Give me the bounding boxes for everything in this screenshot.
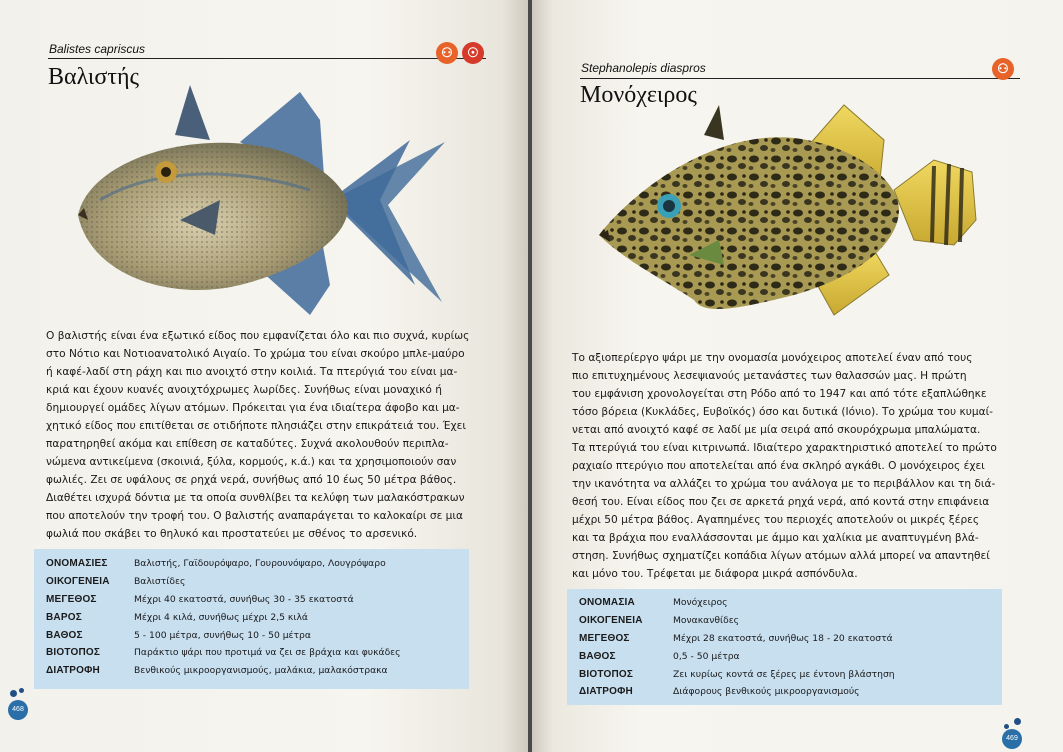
page-number: 469 xyxy=(1002,729,1022,749)
info-row xyxy=(46,608,401,626)
body-line: Διαθέτει ισχυρά δόντια με τα οποία συνθλίβει τα κελύφη των μαλακόστρακων xyxy=(46,492,465,504)
info-value: Μέχρι 4 κιλά, συνήθως μέχρι 2,5 κιλά xyxy=(134,611,308,623)
info-label: ΟΝΟΜΑΣΙΕΣ xyxy=(46,558,108,570)
right-page xyxy=(532,0,1063,752)
info-table xyxy=(579,594,895,701)
body-line: ή καφέ-λαδί στη ράχη και πιο ανοιχτό στην κοιλιά. Τα πτερύγιά του είναι μα- xyxy=(46,366,458,378)
info-value: 0,5 - 50 μέτρα xyxy=(673,650,740,662)
body-line: φωλιά που σκάβει το θηλυκό και προστατεύει με σθένος το αρσενικό. xyxy=(46,528,418,540)
info-label: ΟΙΚΟΓΕΝΕΙΑ xyxy=(46,576,110,588)
info-label: ΟΝΟΜΑΣΙΑ xyxy=(579,597,635,609)
info-row xyxy=(579,612,895,630)
info-value: Διάφορους βενθικούς μικροοργανισμούς xyxy=(673,686,860,698)
body-line: Ο βαλιστής είναι ένα εξωτικό είδος που εμφανίζεται όλο και πιο συχνά, κυρίως xyxy=(46,330,470,342)
info-value: Ζει κυρίως κοντά σε ξέρες με έντονη βλάστηση xyxy=(673,668,895,680)
info-value: Μονακανθίδες xyxy=(673,615,740,627)
spearfishing-icon: ☉ xyxy=(462,42,484,64)
info-value: Βαλιστής, Γαϊδουρόψαρο, Γουρουνόψαρο, Λουγρόψαρο xyxy=(134,558,386,570)
info-label: ΜΕΓΕΘΟΣ xyxy=(46,593,97,605)
body-line: κριά και έχουν κυανές ανοιχτόχρωμες λωρίδες. Συνήθως είναι μοναχικό ή xyxy=(46,384,442,396)
info-row xyxy=(579,630,895,648)
body-line: στηση. Συνήθως σχηματίζει κοπάδια λίγων ατόμων αλλά μπορεί να απαντηθεί xyxy=(572,550,990,562)
stephanolepis-fish-illustration xyxy=(594,100,994,330)
info-row xyxy=(46,662,401,680)
left-page xyxy=(0,0,528,752)
info-row xyxy=(579,594,895,612)
info-table xyxy=(46,555,401,680)
decor-dot xyxy=(1014,718,1021,725)
info-value: Μέχρι 28 εκατοστά, συνήθως 18 - 20 εκατοστά xyxy=(673,632,893,644)
body-line: φωλιές. Ζει σε υφάλους σε ρηχά νερά, συνήθως από 10 έως 50 μέτρα βάθος. xyxy=(46,474,457,486)
info-label: ΒΑΘΟΣ xyxy=(46,629,83,641)
info-label: ΒΙΟΤΟΠΟΣ xyxy=(579,668,634,680)
decor-dot xyxy=(1004,724,1009,729)
info-label: ΜΕΓΕΘΟΣ xyxy=(579,632,630,644)
info-value: Βενθικούς μικροοργανισμούς, μαλάκια, μαλακόστρακα xyxy=(134,665,388,677)
info-label: ΒΙΟΤΟΠΟΣ xyxy=(46,647,101,659)
header-rule xyxy=(580,78,1020,79)
body-line: χητικό είδος που επιτίθεται σε οτιδήποτε πλησιάζει στην επικράτειά του. Έχει xyxy=(46,420,466,432)
body-line: παρατηρηθεί ακόμα και επίθεση σε καταδύτες. Συχνά ακολουθούν περιπλα- xyxy=(46,438,449,450)
info-label: ΒΑΘΟΣ xyxy=(579,650,616,662)
body-line: που αποτελούν την τροφή του. Ο βαλιστής αναπαράγεται το καλοκαίρι σε μια xyxy=(46,510,463,522)
info-row xyxy=(46,555,401,573)
fish-hook-icon: ⚇ xyxy=(436,42,458,64)
body-line: και τα βράχια που εναλλάσσονται με άμμο και χαλίκια με αναπτυγμένη βλά- xyxy=(572,532,979,544)
header-rule xyxy=(48,58,486,59)
common-name-title: Βαλιστής xyxy=(48,64,140,90)
page-number: 468 xyxy=(8,700,28,720)
species-latin-name: Stephanolepis diaspros xyxy=(581,61,706,75)
info-row xyxy=(579,647,895,665)
body-line: νώμενα αντικείμενα (σκοινιά, ξύλα, κορμούς, κ.ά.) και τα χρησιμοποιούν σαν xyxy=(46,456,457,468)
info-value: Μονόχειρος xyxy=(673,597,728,609)
body-line: του εμφάνιση χρονολογείται στη Ρόδο από το 1947 και από τότε εξαπλώθηκε xyxy=(572,388,987,400)
body-line: δημιουργεί ομάδες λίγων ατόμων. Πρόκειται για ένα ιδιαίτερα άφοβο και μα- xyxy=(46,402,460,414)
info-label: ΔΙΑΤΡΟΦΗ xyxy=(46,665,100,677)
balistes-fish-illustration xyxy=(70,80,460,325)
info-value: Παράκτιο ψάρι που προτιμά να ζει σε βράχια και φυκάδες xyxy=(134,647,401,659)
body-line: θεσή του. Είναι είδος που ζει σε αρκετά ρηχά νερά, από κοντά στην επιφάνεια xyxy=(572,496,990,508)
info-row xyxy=(46,644,401,662)
decor-dot xyxy=(19,688,24,693)
info-row xyxy=(579,683,895,701)
info-row xyxy=(579,665,895,683)
body-line: τόσο βόρεια (Κυκλάδες, Ευβοϊκός) όσο και δυτικά (Ιόνιο). Το χρώμα του κυμαί- xyxy=(572,406,993,418)
info-box xyxy=(567,589,1002,705)
info-row xyxy=(46,573,401,591)
fish-hook-icon: ⚇ xyxy=(992,58,1014,80)
body-line: μέχρι 50 μέτρα βάθος. Αγαπημένες του περιοχές αποτελούν οι μικρές ξέρες xyxy=(572,514,980,526)
body-line: νεται από ανοιχτό καφέ σε λαδί με μία σειρά από σκουρόχρωμα μπαλώματα. xyxy=(572,424,981,436)
info-value: 5 - 100 μέτρα, συνήθως 10 - 50 μέτρα xyxy=(134,629,311,641)
info-label: ΔΙΑΤΡΟΦΗ xyxy=(579,686,633,698)
info-row xyxy=(46,626,401,644)
info-box xyxy=(34,549,469,689)
body-line: πιο επιτυχημένους λεσεψιανούς μετανάστες των θαλασσών μας. Η πρώτη xyxy=(572,370,967,382)
common-name-title: Μονόχειρος xyxy=(580,82,697,108)
info-value: Μέχρι 40 εκατοστά, συνήθως 30 - 35 εκατοστά xyxy=(134,593,354,605)
body-line: Τα πτερύγιά του είναι κιτρινωπά. Ιδιαίτερο χαρακτηριστικό αποτελεί το πρώτο xyxy=(572,442,997,454)
info-row xyxy=(46,591,401,609)
body-line: και μόνο του. Τρέφεται με διάφορα μικρά ασπόνδυλα. xyxy=(572,568,858,580)
body-line: την ικανότητα να αλλάζει το χρώμα του ανάλογα με το περιβάλλον και τη διά- xyxy=(572,478,996,490)
body-line: στο Νότιο και Νοτιοανατολικό Αιγαίο. Το χρώμα του είναι σκούρο μπλε-μαύρο xyxy=(46,348,465,360)
info-label: ΒΑΡΟΣ xyxy=(46,611,82,623)
decor-dot xyxy=(10,690,17,697)
info-value: Βαλιστίδες xyxy=(134,576,186,588)
body-line: Το αξιοπερίεργο ψάρι με την ονομασία μονόχειρος αποτελεί έναν από τους xyxy=(572,352,973,364)
info-label: ΟΙΚΟΓΕΝΕΙΑ xyxy=(579,615,643,627)
species-latin-name: Balistes capriscus xyxy=(49,42,146,56)
body-line: ραχιαίο πτερύγιο που αποτελείται από ένα σκληρό αγκάθι. Ο μονόχειρος έχει xyxy=(572,460,985,472)
